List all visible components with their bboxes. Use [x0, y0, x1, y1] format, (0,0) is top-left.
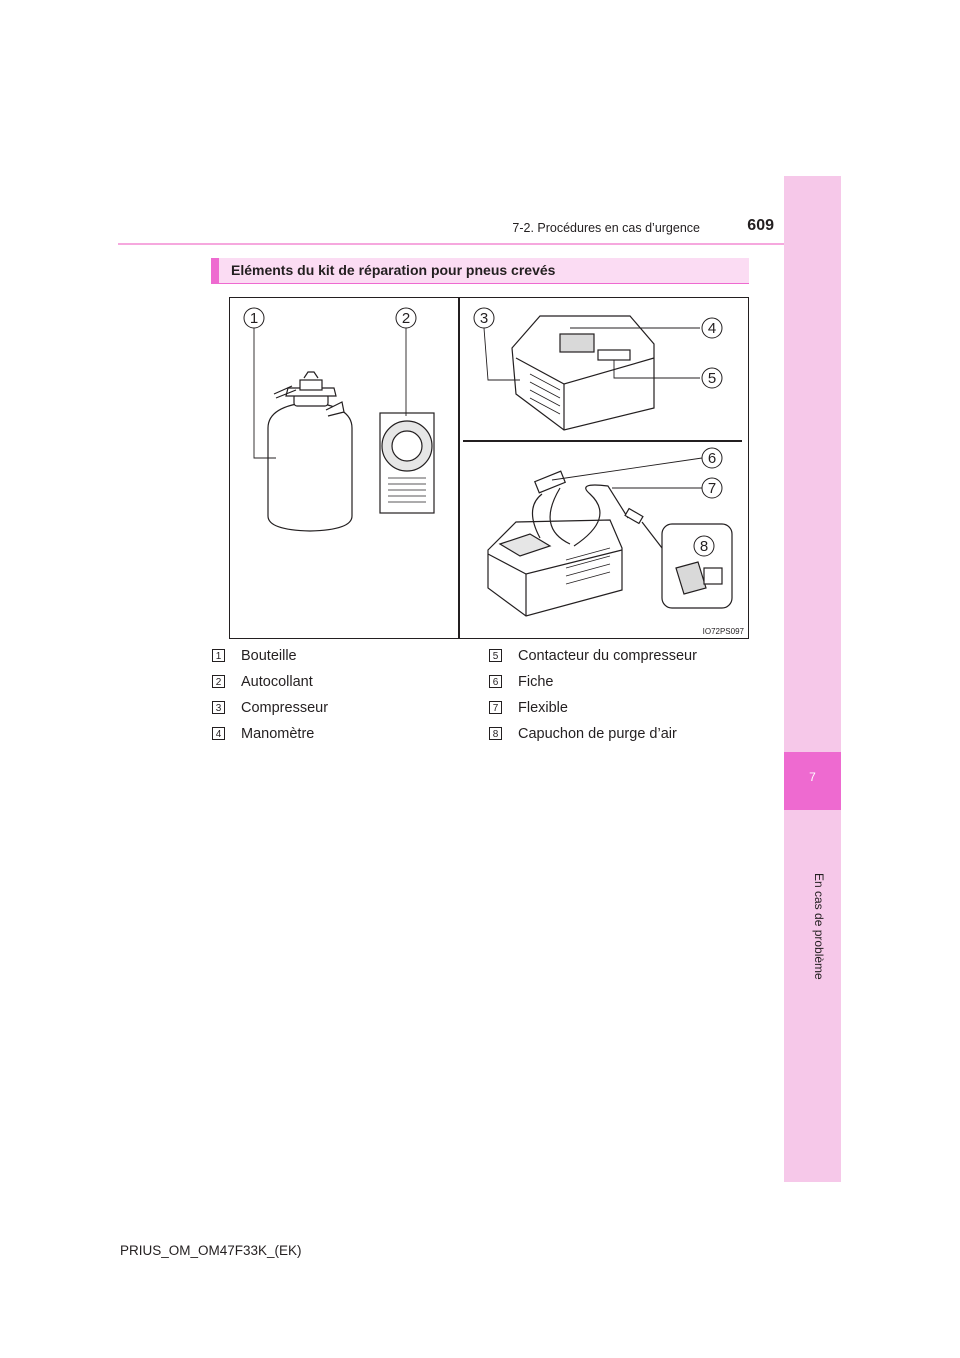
svg-text:5: 5	[707, 370, 717, 387]
svg-text:2: 2	[401, 310, 411, 327]
section-heading-bar	[211, 258, 749, 284]
legend-number: 6	[489, 675, 502, 688]
svg-text:7: 7	[707, 480, 717, 497]
sticker-drawing	[380, 413, 434, 513]
callout-3	[474, 308, 494, 328]
legend-number: 1	[212, 649, 225, 662]
callout-5	[702, 368, 722, 388]
valve-cap-drawing	[642, 522, 732, 608]
svg-text:6: 6	[707, 450, 717, 467]
legend-label: Manomètre	[241, 726, 315, 742]
chapter-title: En cas de problème	[812, 873, 826, 980]
compressor-drawing	[512, 316, 654, 430]
legend-number: 3	[212, 701, 225, 714]
chapter-side-tab	[784, 176, 841, 1182]
legend-label: Autocollant	[241, 674, 313, 690]
chapter-number: 7	[809, 770, 816, 784]
callout-4	[702, 318, 722, 338]
legend-label: Contacteur du compresseur	[518, 648, 697, 664]
callout-7	[702, 478, 722, 498]
header-section-title: 7-2. Procédures en cas d’urgence	[512, 221, 700, 235]
bottle-drawing	[268, 372, 352, 531]
legend-number: 7	[489, 701, 502, 714]
legend-number: 8	[489, 727, 502, 740]
figure-id: IO72PS097	[702, 627, 744, 636]
svg-text:8: 8	[699, 538, 709, 555]
svg-text:3: 3	[479, 310, 489, 327]
section-title: Eléments du kit de réparation pour pneus crevés	[231, 262, 556, 278]
footer-model-code: PRIUS_OM_OM47F33K_(EK)	[120, 1243, 302, 1258]
svg-text:1: 1	[249, 310, 259, 327]
callout-1	[244, 308, 264, 328]
kit-illustration-drawing	[230, 298, 748, 638]
legend-label: Flexible	[518, 700, 568, 716]
legend-label: Fiche	[518, 674, 554, 690]
callout-8	[694, 536, 714, 556]
legend-label: Capuchon de purge d’air	[518, 726, 677, 742]
header-rule	[118, 243, 784, 245]
page-number: 609	[747, 217, 774, 234]
legend-number: 4	[212, 727, 225, 740]
callout-6	[702, 448, 722, 468]
compressor-open-drawing	[488, 471, 643, 616]
legend-label: Compresseur	[241, 700, 329, 716]
legend-number: 5	[489, 649, 502, 662]
legend-number: 2	[212, 675, 225, 688]
callout-2	[396, 308, 416, 328]
kit-illustration	[229, 297, 749, 639]
svg-text:4: 4	[707, 320, 717, 337]
legend-label: Bouteille	[241, 648, 297, 664]
